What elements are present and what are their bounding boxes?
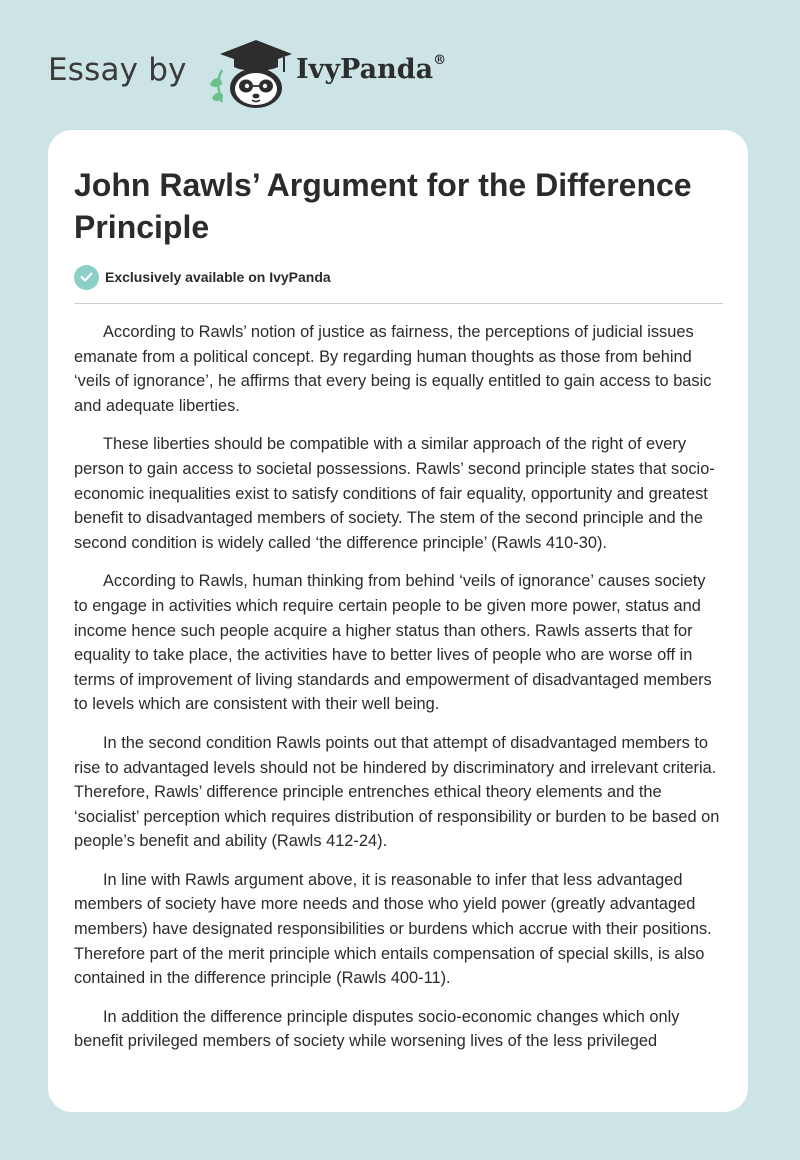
paragraph: In line with Rawls argument above, it is reasonable to infer that less advantaged members of society have more needs and those who yield power (greatly advantaged members) have designated responsibilities or burdens which accrue with their positions. Therefore part of the merit principle which entails compensation of special skills, is also contained in the difference principle (Rawls 400-11). — [74, 870, 712, 988]
essay-card — [48, 130, 748, 1112]
page-title: John Rawls’ Argument for the Difference Principle — [74, 167, 692, 245]
essay-by-label: Essay by — [48, 52, 187, 88]
paragraph: These liberties should be compatible with a similar approach of the right of every person to gain access to societal possessions. Rawls’ second principle states that socio-economic inequalities exist to satisfy conditions of fair equality, opportunity and greatest benefit to disadvantaged members of society. The stem of the second principle and the second condition is widely called ‘the difference principle’ (Rawls 410-30). — [74, 435, 715, 552]
panda-graduate-logo-icon[interactable] — [200, 34, 292, 110]
paragraph: In addition the difference principle disputes socio-economic changes which only benefit privileged members of society while worsening lives of the less privileged — [74, 1007, 680, 1051]
exclusive-badge-label: Exclusively available on IvyPanda — [105, 269, 331, 285]
paragraph: According to Rawls’ notion of justice as fairness, the perceptions of judicial issues emanate from a political concept. By regarding human thoughts as those from behind ‘veils of ignorance’, he affirms that every being is equally entitled to gain access to basic and adequate liberties. — [74, 323, 712, 415]
checkmark-icon — [74, 265, 99, 290]
paragraph: According to Rawls, human thinking from behind ‘veils of ignorance’ causes society to engage in activities which require certain people to be given more power, status and income hence such people acquire a higher status than others. Rawls asserts that for equality to take place, the activities have to better lives of people who are worse off in terms of improvement of living standards and empowerment of disadvantaged members to levels which are consistent with their well being. — [74, 572, 712, 714]
exclusive-badge — [74, 264, 331, 290]
essay-body — [74, 320, 723, 1068]
divider — [74, 303, 723, 304]
brand-name[interactable]: IvyPanda® — [296, 53, 447, 85]
paragraph: In the second condition Rawls points out that attempt of disadvantaged members to rise to advantaged levels should not be hindered by discriminatory and irrelevant criteria. Therefore, Rawls’ difference principle entrenches ethical theory elements and the ‘socialist’ perception which requires distribution of responsibility or burden to be based on people’s benefit and ability (Rawls 412-24). — [74, 733, 720, 851]
registered-mark: ® — [433, 53, 447, 68]
site-header — [48, 30, 508, 110]
